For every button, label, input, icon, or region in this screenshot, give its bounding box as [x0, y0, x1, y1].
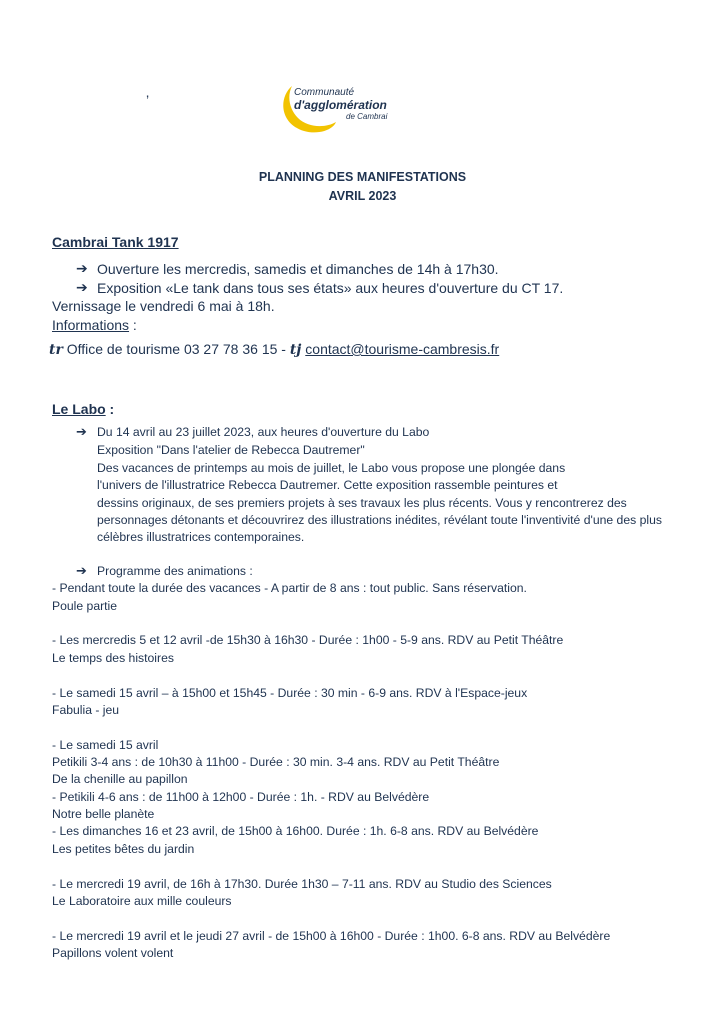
programme-line: - Les dimanches 16 et 23 avril, de 15h00 à 16h00. Durée : 1h. 6-8 ans. RDV au Belvédère [52, 824, 539, 838]
cambrai-agglomeration-logo [278, 84, 428, 136]
vernissage-text: Vernissage le vendredi 6 mai à 18h. [52, 298, 275, 314]
arrow-bullet-icon: ➔ [76, 279, 88, 295]
programme-line: Petikili 3-4 ans : de 10h30 à 11h00 - Durée : 30 min. 3-4 ans. RDV au Petit Théâtre [52, 755, 500, 769]
document-title: PLANNING DES MANIFESTATIONS [258, 170, 467, 184]
expo-line: l'univers de l'illustratrice Rebecca Dautremer. Cette exposition rassemble peintures et [97, 478, 558, 492]
contact-phone: Office de tourisme 03 27 78 36 15 - [66, 341, 286, 357]
section-heading-labo: Le Labo [52, 401, 106, 417]
email-signature-icon: tj [289, 342, 302, 358]
expo-line: personnages détonants et découvrirez des illustrations inédites, révélant toute l'inventivité d'une des plus [97, 513, 662, 527]
animation-title: Le Laboratoire aux mille couleurs [52, 894, 232, 908]
logo-line-3: de Cambrai [346, 112, 388, 121]
arrow-bullet-icon: ➔ [76, 424, 87, 439]
phone-signature-icon: tr [49, 342, 63, 358]
programme-label: Programme des animations : [97, 564, 253, 578]
arrow-bullet-icon: ➔ [76, 563, 87, 578]
expo-line: Des vacances de printemps au mois de juillet, le Labo vous propose une plongée dans [97, 461, 566, 475]
animation-title: De la chenille au papillon [52, 772, 188, 786]
section-heading-labo-row [52, 401, 114, 417]
expo-line: Du 14 avril au 23 juillet 2023, aux heures d'ouverture du Labo [97, 425, 430, 439]
contact-row [49, 341, 499, 358]
programme-line: - Le mercredi 19 avril, de 16h à 17h30. Durée 1h30 – 7-11 ans. RDV au Studio des Sciences [52, 877, 552, 891]
bullet-text: Ouverture les mercredis, samedis et dimanches de 14h à 17h30. [97, 261, 499, 277]
logo-line-1: Communauté [294, 87, 355, 98]
expo-line: Exposition "Dans l'atelier de Rebecca Dautremer" [97, 443, 365, 457]
animation-title: Les petites bêtes du jardin [52, 842, 195, 856]
informations-colon: : [129, 317, 137, 333]
programme-line: - Pendant toute la durée des vacances - A partir de 8 ans : tout public. Sans réservation. [52, 581, 527, 595]
section-heading-colon: : [105, 401, 115, 417]
logo-line-2: d'agglomération [294, 98, 387, 112]
animation-title: Notre belle planète [52, 807, 155, 821]
programme-line: - Petikili 4-6 ans : de 11h00 à 12h00 - Durée : 1h. - RDV au Belvédère [52, 790, 430, 804]
programme-line: - Le mercredi 19 avril et le jeudi 27 avril - de 15h00 à 16h00 - Durée : 1h00. 6-8 ans. RDV au Belvédère [52, 929, 611, 943]
bullet-text: Exposition «Le tank dans tous ses états» aux heures d'ouverture du CT 17. [97, 280, 564, 296]
programme-line: - Le samedi 15 avril – à 15h00 et 15h45 - Durée : 30 min - 6-9 ans. RDV à l'Espace-jeux [52, 686, 528, 700]
contact-email-link[interactable]: contact@tourisme-cambresis.fr [305, 341, 500, 357]
programme-line: - Le samedi 15 avril [52, 738, 159, 752]
animation-title: Papillons volent volent [52, 946, 174, 960]
programme-line: - Les mercredis 5 et 12 avril -de 15h30 à 16h30 - Durée : 1h00 - 5-9 ans. RDV au Petit Théâtre [52, 633, 564, 647]
expo-line: dessins originaux, de ses premiers projets à ses travaux les plus récents. Vous y rencontrerez des [97, 496, 627, 510]
stray-mark: ’ [146, 92, 150, 108]
expo-line: célèbres illustratrices contemporaines. [97, 530, 305, 544]
informations-label: Informations [52, 317, 130, 333]
arrow-bullet-icon: ➔ [76, 260, 88, 276]
informations-label-row [52, 317, 137, 333]
section-heading-cambrai-tank: Cambrai Tank 1917 [52, 234, 179, 250]
document-subtitle: AVRIL 2023 [328, 189, 397, 203]
animation-title: Fabulia - jeu [52, 703, 120, 717]
animation-title: Le temps des histoires [52, 651, 174, 665]
animation-title: Poule partie [52, 599, 118, 613]
